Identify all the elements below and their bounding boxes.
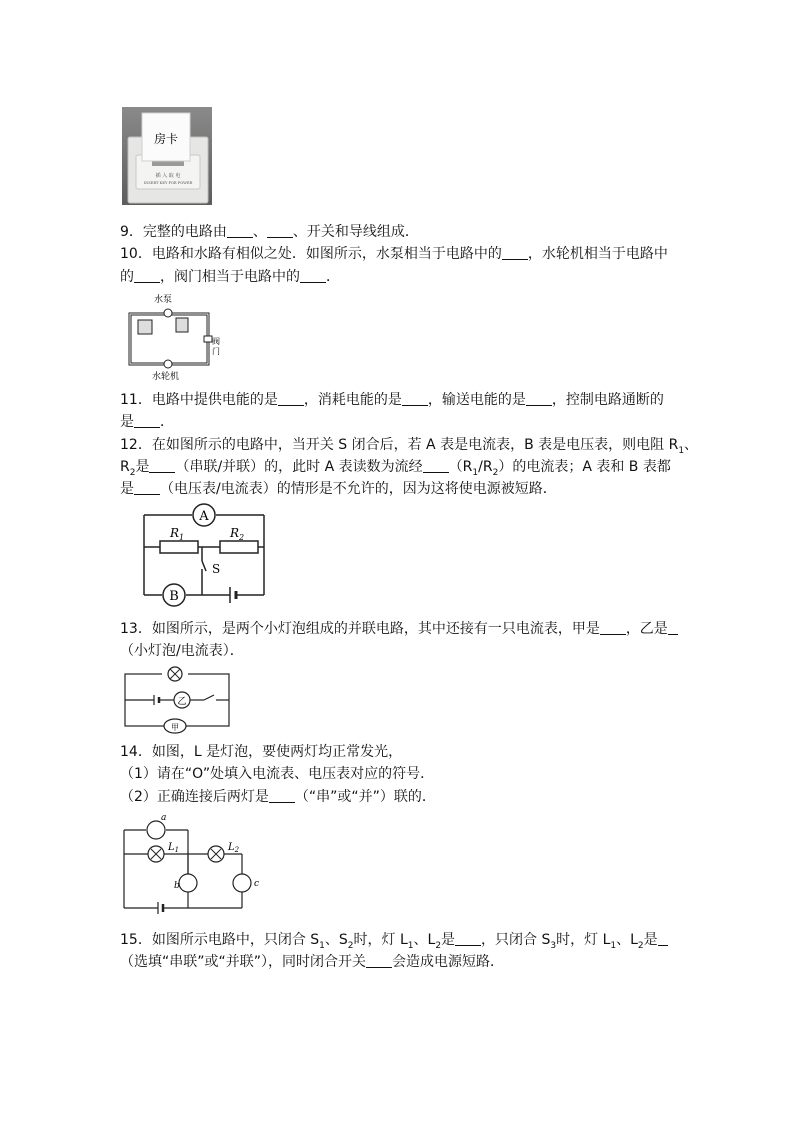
slot-text-cn: 插 入 取 电 <box>155 173 181 179</box>
blank[interactable] <box>300 268 326 283</box>
blank[interactable] <box>423 458 449 473</box>
blank[interactable] <box>366 953 392 968</box>
question-13-line-2: （小灯泡/电流表）． <box>120 643 244 659</box>
fig-a-label: a <box>161 813 167 823</box>
valve-icon <box>204 336 212 342</box>
turbine-icon <box>164 360 172 368</box>
question-10-line-2: 的 ，阀门相当于电路中的 ． <box>120 269 340 285</box>
circuit-figure-14 <box>118 812 268 916</box>
blank[interactable] <box>227 223 253 238</box>
fig-valve-label-1: 阀 <box>212 337 220 346</box>
question-12-line-3: 是 （电压表/电流表）的情形是不允许的，因为这将使电源被短路． <box>120 481 557 497</box>
question-15-line-2: （选填“串联”或“并联”），同时闭合开关 会造成电源短路． <box>120 954 505 970</box>
blank[interactable] <box>134 480 160 495</box>
fig-R2-label: $R_2$ <box>230 526 245 542</box>
question-12-line-1: 12．在如图所示的电路中，当开关 S 闭合后，若 A 表是电流表，B 表是电压表，则电阻 $R_1$、 <box>120 437 699 456</box>
blank[interactable] <box>502 245 528 260</box>
circuit-figure-12 <box>140 503 270 609</box>
blank[interactable] <box>134 413 160 428</box>
blank[interactable] <box>526 391 552 406</box>
room-card-illustration <box>122 107 212 205</box>
blank[interactable] <box>668 620 678 635</box>
fig-B-label: B <box>169 589 179 604</box>
room-card-photo <box>122 107 212 205</box>
blank[interactable] <box>455 931 481 946</box>
fig-yi-label: 乙 <box>177 697 187 707</box>
fig-A-label: A <box>199 509 209 524</box>
circuit-diagram-12 <box>140 503 270 609</box>
question-11-line-2: 是 ． <box>120 414 174 430</box>
water-circuit-figure <box>124 292 224 382</box>
fig-L2-label: $L_2$ <box>228 842 240 854</box>
card-label: 房卡 <box>153 132 179 146</box>
circuit-diagram-14 <box>118 812 268 916</box>
blank[interactable] <box>267 223 293 238</box>
circuit-diagram-13 <box>122 662 232 732</box>
blank[interactable] <box>269 788 295 803</box>
fig-c-label: c <box>254 879 260 889</box>
fig-valve-label-2: 门 <box>212 347 220 356</box>
fig-b-label: b <box>174 881 180 891</box>
blank[interactable] <box>658 931 668 946</box>
fig-L1-label: $L_1$ <box>168 842 180 854</box>
fig-R1-label: $R_1$ <box>170 526 185 542</box>
question-14-line-2: （1）请在“O”处填入电流表、电压表对应的符号． <box>120 766 435 782</box>
blank[interactable] <box>600 620 626 635</box>
fig-turbine-label: 水轮机 <box>152 372 180 382</box>
fig-S-label: S <box>212 562 221 576</box>
slot-text-en: INSERT KEY FOR POWER <box>143 181 193 185</box>
question-13-line-1: 13．如图所示，是两个小灯泡组成的并联电路，其中还接有一只电流表，甲是 ，乙是 <box>120 620 680 638</box>
question-14-line-1: 14．如图，L 是灯泡，要使两灯均正常发光， <box>120 744 403 760</box>
question-14-line-3: （2）正确连接后两灯是 （“串”或“并”）联的． <box>120 789 436 805</box>
question-15-line-1: 15．如图所示电路中，只闭合 $S_1$、$S_2$时，灯 $L_1$、$L_2$是 ，只闭合 $S_3$时，灯 $L_1$、$L_2$是 <box>120 931 680 955</box>
pump-icon <box>164 309 172 317</box>
blank[interactable] <box>402 391 428 406</box>
water-circuit-diagram <box>124 292 224 382</box>
question-10-line-1: 10．电路和水路有相似之处．如图所示，水泵相当于电路中的 ，水轮机相当于电路中 <box>120 246 668 262</box>
blank[interactable] <box>149 458 175 473</box>
fig-jia-label: 甲 <box>171 723 179 732</box>
meter-c-icon <box>233 874 251 892</box>
blank[interactable] <box>278 391 304 406</box>
question-12-line-2: $R_2$是 （串联/并联）的，此时 A 表读数为流经 $(R_1/R_2)$的电流表；A 表和 B 表都 <box>120 459 671 478</box>
circuit-figure-13 <box>122 662 232 732</box>
blank[interactable] <box>134 268 160 283</box>
fig-pump-label: 水泵 <box>154 295 173 305</box>
question-11-line-1: 11．电路中提供电能的是 ，消耗电能的是 ，输送电能的是 ，控制电路通断的 <box>120 392 664 408</box>
meter-b-icon <box>179 874 197 892</box>
meter-a-icon <box>147 821 165 839</box>
question-9: 9．完整的电路由 、 、开关和导线组成． <box>120 224 419 240</box>
